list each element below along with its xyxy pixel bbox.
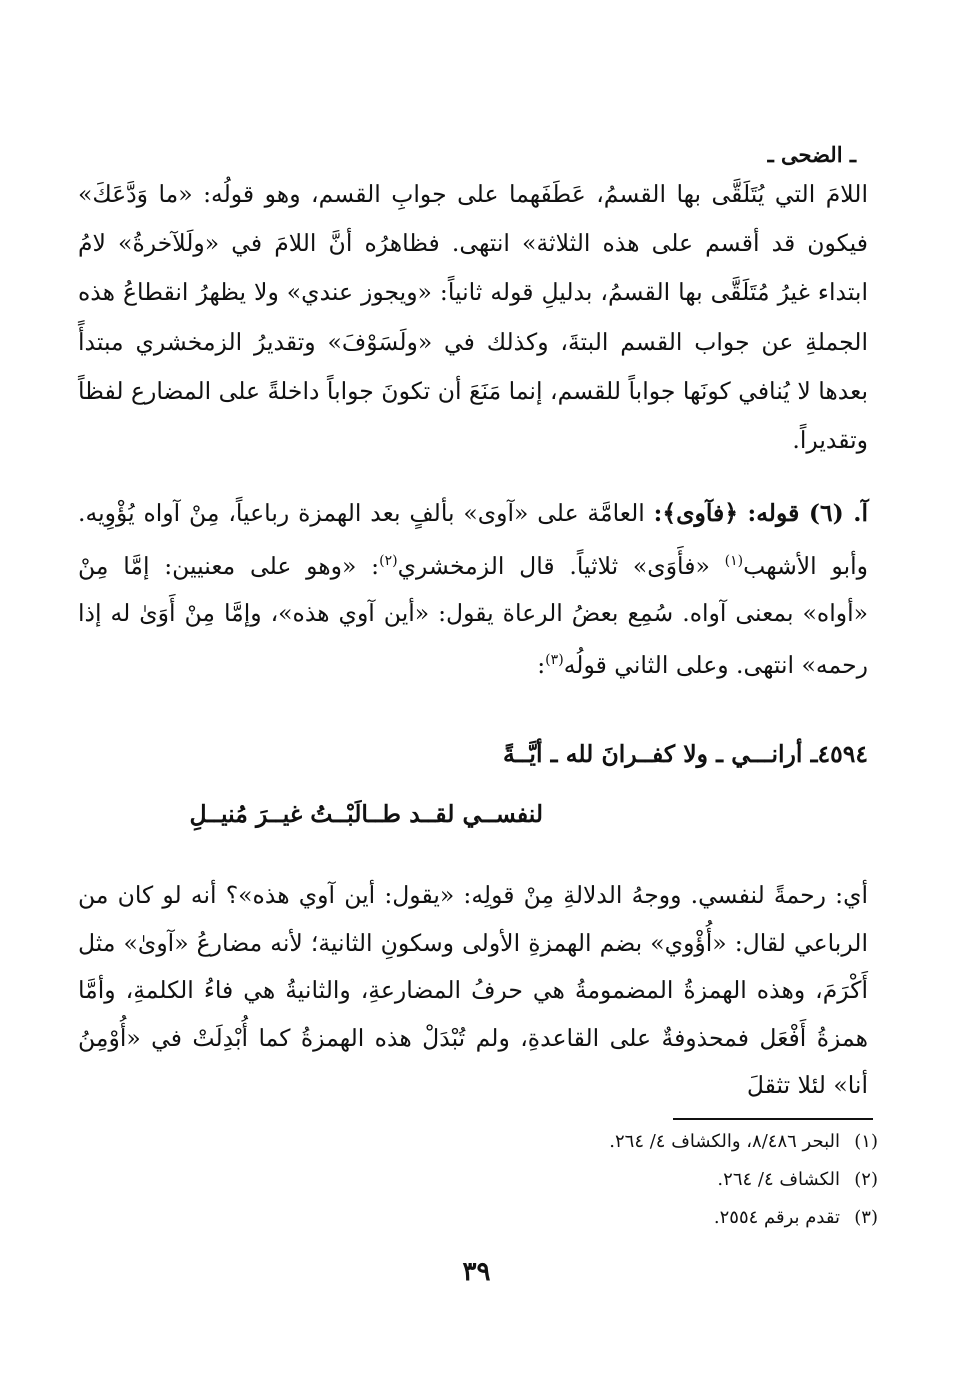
footnote-1 <box>609 1131 878 1152</box>
footnote-text: تقدم برقم ٢٥٥٤. <box>713 1207 840 1228</box>
page-number: ٣٩ <box>462 1257 491 1287</box>
verse-hemistich-1: ـ أرانـــي ـ ولا كفــرانَ لله ـ أيَّــةً <box>503 740 818 768</box>
paragraph-2-text-b: «فأَوَى» ثلاثياً. قال الزمخشري <box>397 551 725 580</box>
paragraph-3: أي: رحمةً لنفسي. ووجهُ الدلالةِ مِنْ قولِه: «يقول: أين آوي هذه»؟ أنه لو كان من الرباعي لقال: «أُؤْوي» بضم الهمزةِ الأولى وسكونِ الثانية؛ لأنه مضارعُ «آوىٰ» مثل أَكْرَمَ، وهذه الهمزةُ المضمومةُ هي حرفُ المضارعةِ، والثانيةُ هي فاءُ الكلمةِ، وأمَّا همزةُ أَفْعَل فمحذوفةٌ على القاعدةِ، ولم تُبْدَلْ هذه الهمزةُ كما أُبْدِلَتْ في «أُوْمِنُ أنا» لئلا تثقلَ <box>78 881 868 1099</box>
poetry-verse-line-1 <box>503 740 868 768</box>
paragraph-2-text-a: العامَّة على «آوى» بألفٍ بعد الهمزة رباعياً، مِنْ آواه يُؤْوِيه. وأبو الأشهب <box>78 499 868 580</box>
paragraph-2 <box>78 490 868 690</box>
footnote-text: البحر ٨/٤٨٦، والكشاف ٤/ ٢٦٤. <box>609 1131 840 1152</box>
paragraph-2-text-d: : <box>537 651 546 680</box>
page-header: ـ الضحى ـ <box>767 142 856 167</box>
poetry-verse-line-2: لنفســي لقــد طــالَبْــتُ غيــرَ مُنيــلِ <box>189 800 543 828</box>
footnote-number: (١) <box>854 1131 878 1152</box>
footnote-number: (٣) <box>854 1207 878 1228</box>
footnote-2 <box>717 1169 878 1190</box>
footnote-ref-3: (٣) <box>545 652 564 669</box>
footnote-divider <box>673 1118 873 1120</box>
verse-reference: آ. (٦) قوله: ﴿فآوى﴾: <box>653 499 869 527</box>
footnote-ref-1: (١) <box>724 552 744 569</box>
footnote-number: (٢) <box>854 1169 878 1190</box>
footnote-text: الكشاف ٤/ ٢٦٤. <box>717 1169 840 1190</box>
paragraph-2-text-c: : «وهو على معنيين: إمَّا مِنْ «أواه» بمعنى آواه. سُمِع بعضُ الرعاة يقول: «أين آوي هذه»، وإمَّا مِنْ أَوَىٰ له إذا رحمه» انتهى. وعلى الثاني قولُه <box>78 551 868 680</box>
paragraph-1: اللامَ التي يُتَلَقَّى بها القسمُ، عَطَفَهما على جوابِ القسم، وهو قولُه: «ما وَدَّعَكَ» فيكون قد أقسم على هذه الثلاثة» انتهى. فظاهرُه أنَّ اللامَ في «ولَلآخرةُ» لامُ ابتداء غيرُ مُتَلَقَّى بها القسمُ، بدليلِ قوله ثانياً: «ويجوز عندي» ولا يظهرُ انقطاعُ هذه الجملةِ عن جواب القسم البتةَ، وكذلك في «ولَسَوْفَ» وتقديرُ الزمخشري مبتدأً بعدها لا يُنافي كونَها جواباً للقسم، إنما مَنَعَ أن تكونَ جواباً داخلةً على المضارع لفظاً وتقديراً. <box>78 180 868 455</box>
footnote-3 <box>714 1207 878 1228</box>
verse-number: ٤٥٩٤ <box>817 740 868 768</box>
footnote-ref-2: (٢) <box>379 552 398 569</box>
